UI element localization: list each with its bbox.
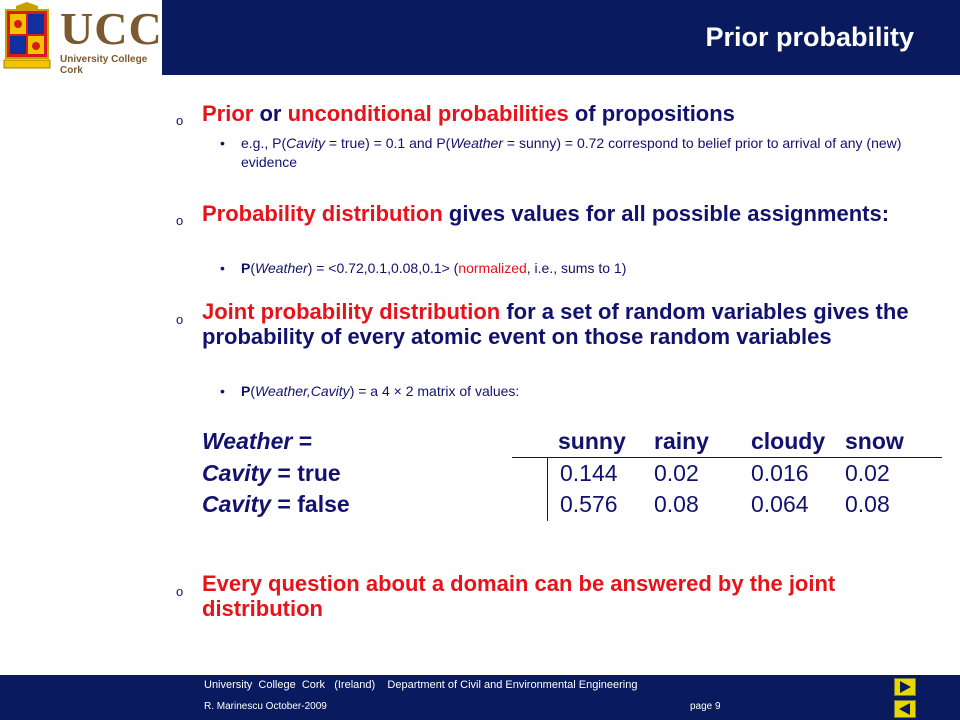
bullet-marker-2: o [176, 213, 184, 228]
bullet-2-term: Probability distribution [202, 201, 443, 226]
footer-institution: University College Cork (Ireland) Department of Civil and Environmental Engineering [204, 679, 638, 691]
table-cell: 0.016 [751, 460, 809, 486]
sub-bullet-3-text [241, 382, 941, 401]
table-vertical-rule [547, 457, 548, 521]
bullet-3-term: Joint probability distribution [202, 299, 501, 324]
sub-2-bold-p: P [241, 260, 251, 276]
sub-3-vars: Weather,Cavity [255, 383, 350, 399]
table-cell: 0.08 [845, 491, 890, 517]
sub-bullet-2-text [241, 259, 941, 278]
table-col-sunny: sunny [558, 428, 626, 454]
table-cell: 0.08 [654, 491, 699, 517]
bullet-1-term-unconditional: unconditional probabilities [287, 101, 569, 126]
table-cell: 0.064 [751, 491, 809, 517]
bullet-marker-4: o [176, 584, 184, 599]
table-row-var: Cavity [202, 460, 272, 486]
sub-2-normalized: normalized [458, 260, 527, 276]
table-header-var: Weather [202, 428, 293, 454]
next-slide-button[interactable] [894, 678, 916, 696]
table-row-label [202, 491, 350, 518]
bullet-4-text: Every question about a domain can be answered by the joint distribution [202, 571, 836, 621]
table-header-equals: = [292, 428, 313, 454]
table-row-value: = true [271, 460, 341, 486]
bullet-2 [202, 201, 942, 226]
footer-page-number: page 9 [690, 701, 721, 712]
sub-1-a: e.g., P( [241, 135, 287, 151]
sub-3-a: ) = a 4 × 2 matrix of values: [349, 383, 520, 399]
bullet-1-text-b: of propositions [568, 101, 735, 126]
sub-2-open: ( [250, 260, 256, 276]
table-col-rainy: rainy [654, 428, 709, 454]
table-header-label [202, 428, 312, 455]
bullet-3 [202, 299, 942, 349]
table-row-value: = false [271, 491, 350, 517]
bullet-1-text-a: or [253, 101, 288, 126]
sub-3-bold-p: P [241, 383, 251, 399]
sub-bullet-1-text [241, 134, 941, 172]
sub-2-var-weather: Weather [255, 260, 308, 276]
bullet-4 [202, 571, 942, 621]
bullet-1-term-prior: Prior [202, 101, 254, 126]
slide-title: Prior probability [705, 22, 914, 52]
table-row-label [202, 460, 341, 487]
sub-1-var-cavity: Cavity [286, 135, 326, 151]
sub-bullet-dot: • [220, 383, 225, 399]
bullet-2-text: gives values for all possible assignments: [442, 201, 890, 226]
sub-1-var-weather: Weather [450, 135, 504, 151]
play-forward-icon [895, 679, 915, 695]
sub-2-b: , i.e., sums to 1) [526, 260, 627, 276]
sub-bullet-dot: • [220, 135, 225, 151]
play-back-icon [895, 701, 915, 717]
logo-text: UCC [60, 3, 163, 54]
bullet-marker-1: o [176, 113, 184, 128]
bullet-marker-3: o [176, 312, 184, 327]
university-crest-icon [2, 2, 52, 72]
bullet-3-text: for a set of random variables gives the probability of every atomic event on those random variables [202, 299, 909, 349]
sub-bullet-dot: • [220, 260, 225, 276]
sub-2-a: ) = <0.72,0.1,0.08,0.1> ( [307, 260, 459, 276]
sub-1-b: = true) = 0.1 and P( [325, 135, 451, 151]
logo-area [0, 0, 162, 75]
bullet-1 [202, 101, 942, 126]
table-row-var: Cavity [202, 491, 272, 517]
sub-1-c: = sunny) = 0.72 correspond to belief prior to arrival of any (new) evidence [241, 135, 902, 170]
table-cell: 0.02 [654, 460, 699, 486]
table-cell: 0.144 [560, 460, 618, 486]
previous-slide-button[interactable] [894, 700, 916, 718]
table-horizontal-rule [512, 457, 942, 458]
table-cell: 0.576 [560, 491, 618, 517]
table-col-snow: snow [845, 428, 904, 454]
logo-subtitle: University College Cork [60, 54, 148, 76]
sub-3-open: ( [250, 383, 256, 399]
footer-author: R. Marinescu October-2009 [204, 701, 327, 712]
table-cell: 0.02 [845, 460, 890, 486]
table-col-cloudy: cloudy [751, 428, 826, 454]
